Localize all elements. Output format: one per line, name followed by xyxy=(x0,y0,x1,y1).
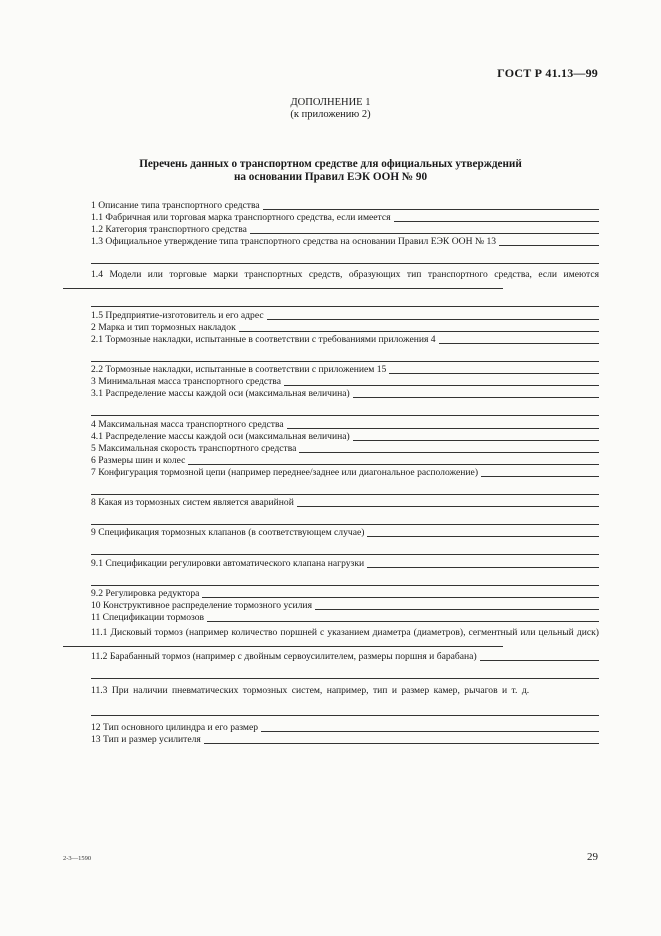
fill-line xyxy=(499,245,599,246)
field-label: 13 Тип и размер усилителя xyxy=(91,733,201,745)
fill-line xyxy=(315,609,599,610)
form-field-10[interactable] xyxy=(63,600,599,612)
form-field-12[interactable] xyxy=(63,722,599,734)
form-field-4-1[interactable] xyxy=(63,431,599,443)
fill-line xyxy=(439,343,599,344)
fill-line xyxy=(263,209,599,210)
field-label: 11.1 Дисковый тормоз (например количество поршней с указанием диаметра (диаметров), сегментный или цельный диск) xyxy=(91,627,599,639)
field-label: 4 Максимальная масса транспортного средства xyxy=(91,418,284,430)
form-field-2-2[interactable] xyxy=(63,364,599,376)
page-number: 29 xyxy=(587,851,598,863)
fill-line xyxy=(204,743,599,744)
form-field-2-1[interactable] xyxy=(63,334,599,346)
blank-answer-line[interactable] xyxy=(91,293,599,307)
fill-line xyxy=(299,452,599,453)
field-label: 1.5 Предприятие-изготовитель и его адрес xyxy=(91,309,264,321)
field-label: 12 Тип основного цилиндра и его размер xyxy=(91,721,259,733)
appendix-subtitle: (к приложению 2) xyxy=(290,109,371,120)
field-label: 11.2 Барабанный тормоз (например с двойным сервоусилителем, размеры поршня и барабана) xyxy=(91,651,477,663)
fill-line xyxy=(297,506,599,507)
fill-line xyxy=(389,373,599,374)
form-field-1[interactable] xyxy=(63,200,599,212)
form-field-1-2[interactable] xyxy=(63,224,599,236)
form-field-11-1[interactable] xyxy=(63,624,599,651)
form-field-9-2[interactable] xyxy=(63,588,599,600)
field-label: 1.2 Категория транспортного средства xyxy=(91,224,247,235)
field-label: 3 Минимальная масса транспортного средства xyxy=(91,376,281,388)
fill-line xyxy=(367,567,599,568)
fill-line xyxy=(63,288,503,289)
form-field-9[interactable] xyxy=(63,527,599,539)
form-field-3[interactable] xyxy=(63,376,599,388)
field-label: 2.2 Тормозные накладки, испытанные в соответствии с приложением 15 xyxy=(91,364,387,376)
print-code: 2-3—1590 xyxy=(63,855,92,862)
document-title-line-1: Перечень данных о транспортном средстве для официальных утверждений xyxy=(139,158,522,170)
form-field-9-1[interactable] xyxy=(63,558,599,570)
form-field-3-1[interactable] xyxy=(63,388,599,400)
blank-answer-line[interactable] xyxy=(91,663,599,679)
fill-line xyxy=(239,331,599,332)
field-label: 7 Конфигурация тормозной цепи (например переднее/заднее или диагональное расположение) xyxy=(91,466,479,478)
form-field-5[interactable] xyxy=(63,443,599,455)
form-field-11-2[interactable] xyxy=(63,651,599,663)
fill-line xyxy=(287,428,599,429)
fill-line xyxy=(480,660,599,661)
form-field-11[interactable] xyxy=(63,612,599,624)
field-label: 1.1 Фабричная или торговая марка транспортного средства, если имеется xyxy=(91,212,391,223)
form-field-1-1[interactable] xyxy=(63,212,599,224)
form-field-8[interactable] xyxy=(63,497,599,509)
document-title-line-2: на основании Правил ЕЭК ООН № 90 xyxy=(233,171,428,183)
form-field-4[interactable] xyxy=(63,419,599,431)
field-label: 6 Размеры шин и колес xyxy=(91,454,186,466)
form-field-1-3[interactable] xyxy=(63,236,599,248)
field-label: 11.3 При наличии пневматических тормозных систем, например, тип и размер камер, рычагов и т. д. xyxy=(91,684,530,696)
field-label: 10 Конструктивное распределение тормозного усилия xyxy=(91,600,312,612)
fill-line xyxy=(63,646,503,647)
blank-answer-line[interactable] xyxy=(91,479,599,495)
blank-answer-line[interactable] xyxy=(91,570,599,586)
form-field-11-3[interactable] xyxy=(63,682,599,712)
form-field-1-4[interactable] xyxy=(63,266,599,293)
vehicle-data-form xyxy=(63,200,599,746)
blank-answer-line[interactable] xyxy=(91,539,599,555)
field-label: 9.1 Спецификации регулировки автоматического клапана нагрузки xyxy=(91,557,365,569)
field-label: 1.4 Модели или торговые марки транспортных средств, образующих тип транспортного средства, если имеются xyxy=(91,269,599,281)
fill-line xyxy=(367,536,599,537)
field-label: 8 Какая из тормозных систем является аварийной xyxy=(91,496,294,508)
fill-line xyxy=(267,319,599,320)
appendix-title: ДОПОЛНЕНИЕ 1 xyxy=(290,97,371,108)
document-standard-number: ГОСТ Р 41.13—99 xyxy=(497,66,598,80)
fill-line xyxy=(261,731,599,732)
form-field-1-5[interactable] xyxy=(63,310,599,322)
document-title xyxy=(0,158,661,184)
fill-line xyxy=(284,385,599,386)
field-label: 9.2 Регулировка редуктора xyxy=(91,588,200,600)
form-field-6[interactable] xyxy=(63,455,599,467)
field-label: 11 Спецификации тормозов xyxy=(91,612,205,624)
form-field-13[interactable] xyxy=(63,734,599,746)
fill-line xyxy=(202,597,599,598)
field-label: 4.1 Распределение массы каждой оси (максимальная величина) xyxy=(91,430,350,442)
blank-answer-line[interactable] xyxy=(91,712,599,716)
field-label: 2.1 Тормозные накладки, испытанные в соответствии с требованиями приложения 4 xyxy=(91,333,436,345)
field-label: 9 Спецификация тормозных клапанов (в соответствующем случае) xyxy=(91,527,365,539)
blank-answer-line[interactable] xyxy=(91,248,599,264)
form-field-2[interactable] xyxy=(63,322,599,334)
fill-line xyxy=(188,464,599,465)
blank-answer-line[interactable] xyxy=(91,400,599,416)
blank-answer-line[interactable] xyxy=(91,509,599,525)
field-label: 5 Максимальная скорость транспортного средства xyxy=(91,442,297,454)
form-field-7[interactable] xyxy=(63,467,599,479)
field-label: 1 Описание типа транспортного средства xyxy=(91,200,260,211)
fill-line xyxy=(250,233,599,234)
field-label: 2 Марка и тип тормозных накладок xyxy=(91,321,236,333)
blank-answer-line[interactable] xyxy=(91,346,599,362)
fill-line xyxy=(481,476,599,477)
field-label: 1.3 Официальное утверждение типа транспортного средства на основании Правил ЕЭК ООН № 13 xyxy=(91,236,497,247)
fill-line xyxy=(353,397,599,398)
fill-line xyxy=(353,440,599,441)
fill-line xyxy=(394,221,599,222)
appendix-heading xyxy=(0,97,661,121)
fill-line xyxy=(207,621,599,622)
field-label: 3.1 Распределение массы каждой оси (максимальная величина) xyxy=(91,388,350,400)
